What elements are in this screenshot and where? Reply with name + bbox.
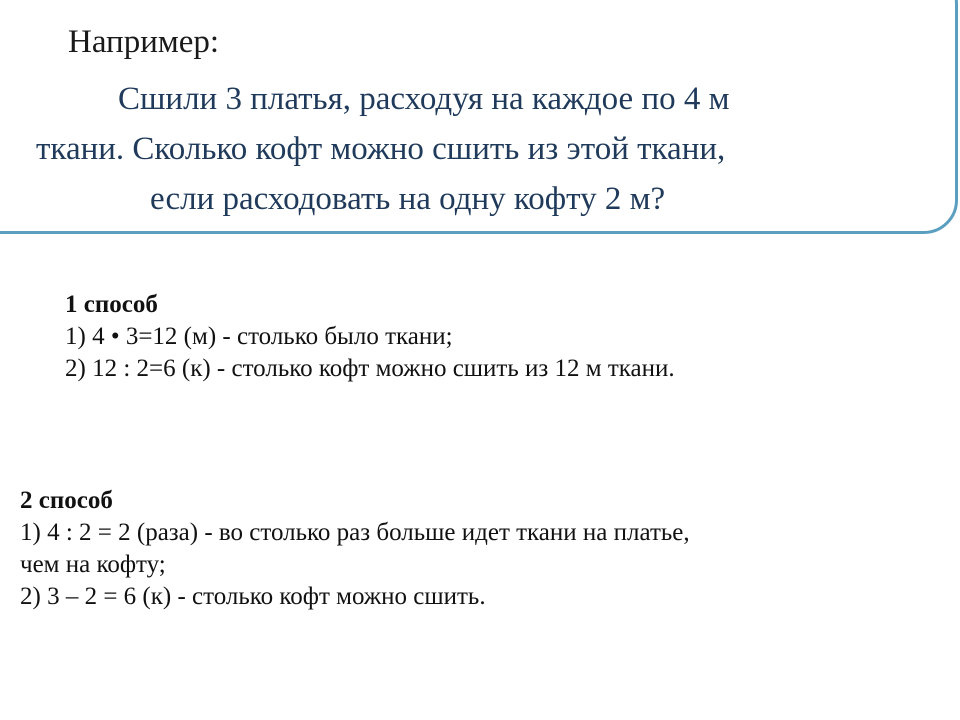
method-one-step: 1) 4 • 3=12 (м) - столько было ткани;	[65, 323, 453, 350]
method-one-solution	[65, 289, 675, 385]
method-two-step: 2) 3 – 2 = 6 (к) - столько кофт можно сшить.	[20, 583, 486, 610]
method-two-step: 1) 4 : 2 = 2 (раза) - во столько раз больше идет ткани на платье,	[20, 519, 690, 546]
method-one-step: 2) 12 : 2=6 (к) - столько кофт можно сшить из 12 м ткани.	[65, 355, 675, 382]
problem-line: ткани. Сколько кофт можно сшить из этой ткани,	[36, 131, 726, 167]
problem-line: Сшили 3 платья, расходуя на каждое по 4 м	[118, 81, 730, 117]
method-two-solution	[20, 485, 690, 613]
example-label: Например:	[68, 24, 220, 60]
problem-line: если расходовать на одну кофту 2 м?	[150, 181, 666, 217]
problem-statement	[30, 74, 930, 224]
method-one-title: 1 способ	[65, 291, 158, 318]
method-two-title: 2 способ	[20, 487, 113, 514]
method-two-step: чем на кофту;	[20, 551, 166, 578]
